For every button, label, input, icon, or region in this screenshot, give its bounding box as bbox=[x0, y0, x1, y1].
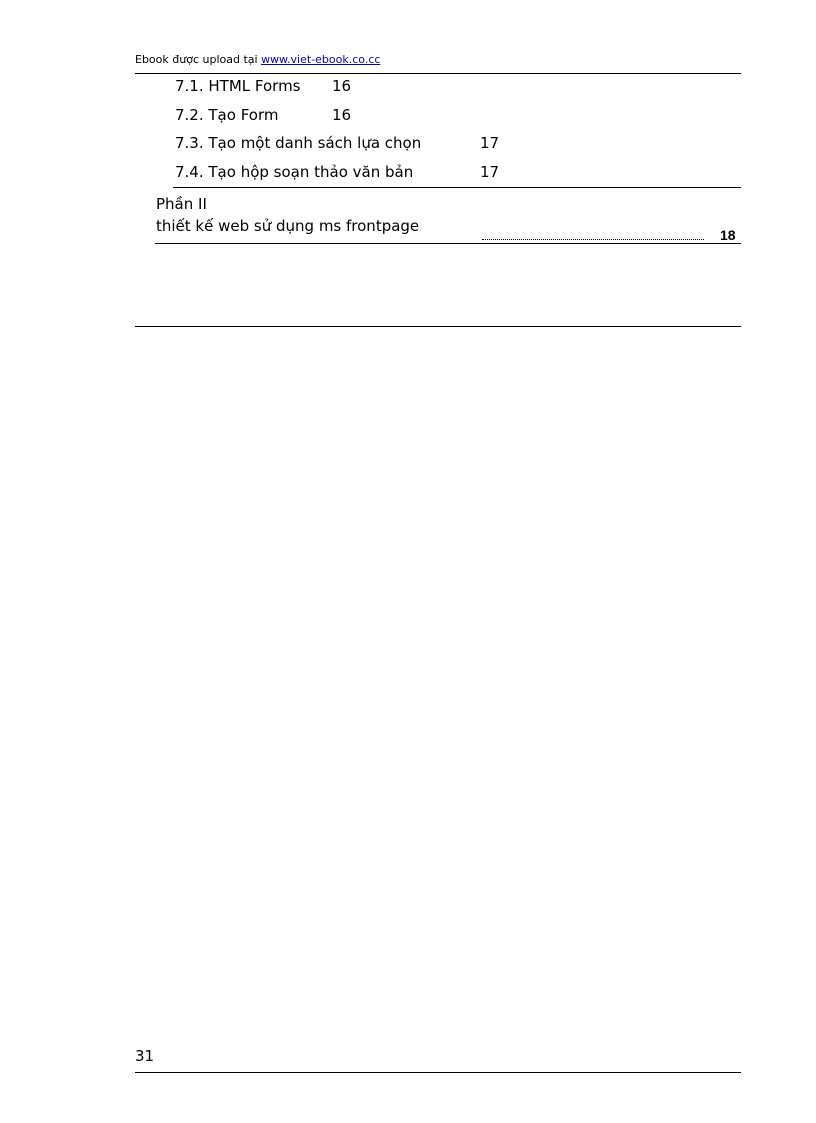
page-header bbox=[135, 51, 741, 74]
header-text: Ebook được upload tại bbox=[135, 53, 262, 66]
toc-entry-label: 7.2. Tạo Form bbox=[175, 106, 279, 124]
header-link[interactable]: www.viet-ebook.co.cc bbox=[261, 53, 381, 66]
toc-entry-page: 17 bbox=[480, 134, 500, 152]
toc-entry-page: 16 bbox=[332, 106, 352, 124]
section-divider bbox=[173, 187, 741, 188]
toc-entry-label: 7.3. Tạo một danh sách lựa chọn bbox=[175, 134, 422, 152]
dot-leader bbox=[482, 239, 704, 240]
part-title[interactable]: Phần II bbox=[156, 195, 207, 213]
toc-entry[interactable] bbox=[175, 162, 500, 182]
footer-divider bbox=[135, 1072, 741, 1073]
toc-entry[interactable] bbox=[175, 105, 352, 125]
toc-entry[interactable] bbox=[175, 133, 500, 153]
toc-entry-label: 7.4. Tạo hộp soạn thảo văn bản bbox=[175, 163, 414, 181]
part-subtitle[interactable]: thiết kế web sử dụng ms frontpage bbox=[156, 217, 420, 235]
part-page-number: 18 bbox=[720, 227, 736, 243]
page-number: 31 bbox=[135, 1047, 155, 1065]
toc-entry-page: 16 bbox=[332, 77, 352, 95]
toc-entry[interactable] bbox=[175, 76, 352, 96]
part-divider bbox=[155, 243, 741, 244]
toc-entry-label: 7.1. HTML Forms bbox=[175, 77, 301, 95]
content-end-divider bbox=[135, 326, 741, 327]
toc-entry-page: 17 bbox=[480, 163, 500, 181]
